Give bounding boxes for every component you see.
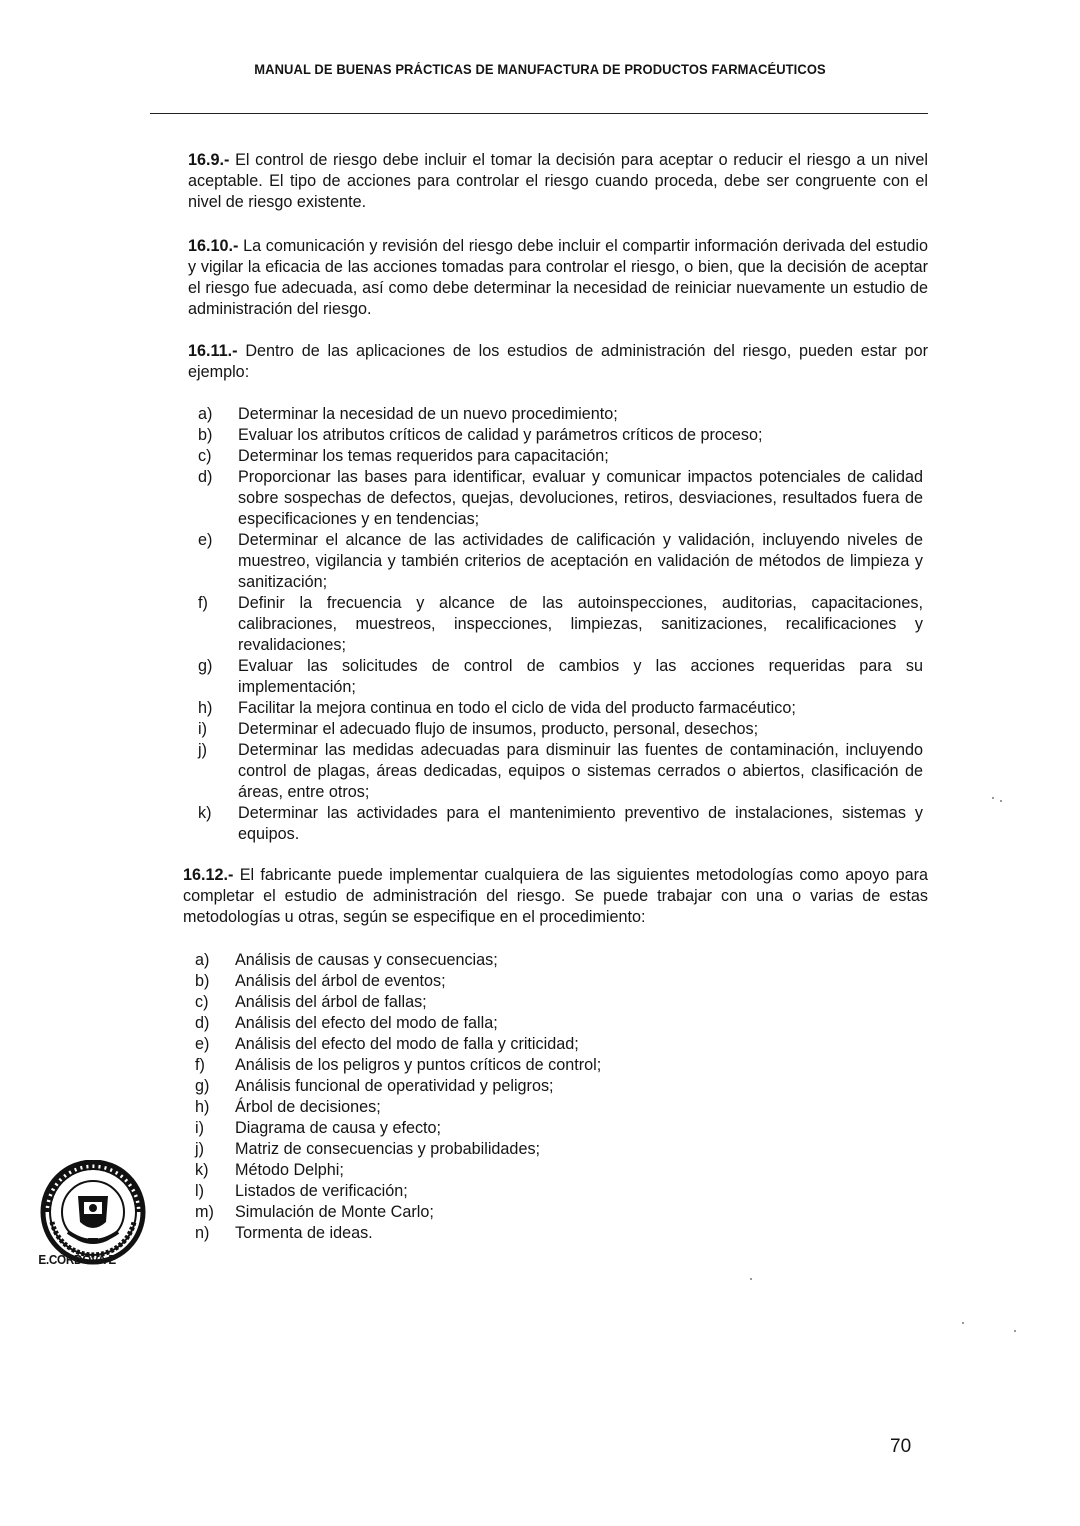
list-item [198,425,923,446]
paragraph-text: Dentro de las aplicaciones de los estudios de administración del riesgo, pueden estar por ejemplo: [188,342,928,381]
list-item [195,1076,755,1097]
list-item-label: l) [195,1182,204,1200]
list-item-label: k) [195,1161,209,1179]
list-methodologies [195,950,755,1244]
scan-speck [750,1278,752,1280]
list-item-text: Determinar los temas requeridos para capacitación; [238,447,609,465]
list-item-text: Determinar las medidas adecuadas para disminuir las fuentes de contaminación, incluyendo control de plagas, áreas dedicadas, equipos o sistemas cerrados o abiertos, clasificación de áreas, entre otros; [238,741,923,801]
list-item-label: j) [198,741,207,759]
list-item-text: Determinar el alcance de las actividades de calificación y validación, incluyendo niveles de muestreo, vigilancia y también criterios de aceptación en validación de métodos de limpieza y sanitización; [238,531,923,591]
list-item [195,992,755,1013]
list-item-label: e) [198,531,213,549]
list-item-text: Análisis del árbol de fallas; [235,993,427,1011]
list-item-text: Facilitar la mejora continua en todo el ciclo de vida del producto farmacéutico; [238,699,796,717]
list-item-text: Listados de verificación; [235,1182,408,1200]
header-divider [150,113,928,114]
list-item-text: Evaluar las solicitudes de control de cambios y las acciones requeridas para su implementación; [238,657,923,696]
list-item [198,698,923,719]
list-item [198,656,923,698]
list-applications [198,404,923,845]
list-item [195,1181,755,1202]
paragraph-text: La comunicación y revisión del riesgo debe incluir el compartir información derivada del estudio y vigilar la eficacia de las acciones tomadas para controlar el riesgo, o bien, que la decisión de aceptar el riesgo fue adecuada, así como debe determinar la necesidad de reiniciar nuevamente un estudio de administración del riesgo. [188,237,928,318]
list-item [195,1223,755,1244]
scan-speck [1000,800,1002,802]
list-item-text: Análisis del efecto del modo de falla; [235,1014,498,1032]
list-item-text: Determinar el adecuado flujo de insumos, producto, personal, desechos; [238,720,759,738]
list-item-label: d) [195,1014,210,1032]
list-item-text: Análisis del árbol de eventos; [235,972,446,990]
list-item [195,1160,755,1181]
list-item-label: i) [195,1119,204,1137]
list-item [198,404,923,425]
list-item-label: e) [195,1035,210,1053]
paragraph-16-9 [188,150,928,213]
scan-speck [992,797,994,799]
list-item-text: Determinar las actividades para el mantenimiento preventivo de instalaciones, sistemas y equipos. [238,804,923,843]
list-item-text: Determinar la necesidad de un nuevo procedimiento; [238,405,618,423]
signature-name: E.CÓRDOVA E [38,1252,116,1267]
list-item-text: Diagrama de causa y efecto; [235,1119,442,1137]
list-item [198,467,923,530]
list-item-label: b) [198,426,213,444]
list-item-label: g) [198,657,213,675]
list-item-text: Método Delphi; [235,1161,344,1179]
list-item-text: Tormenta de ideas. [235,1224,373,1242]
list-item [195,1013,755,1034]
paragraph-text: El fabricante puede implementar cualquiera de las siguientes metodologías como apoyo para completar el estudio de administración del riesgo. Se puede trabajar con una o varias de estas metodologías u otras, según se especifique en el procedimiento: [183,866,928,926]
list-item [198,530,923,593]
list-item-text: Simulación de Monte Carlo; [235,1203,434,1221]
list-item [195,1055,755,1076]
list-item-label: c) [195,993,209,1011]
list-item-label: g) [195,1077,210,1095]
list-item-text: Matriz de consecuencias y probabilidades; [235,1140,541,1158]
list-item-label: a) [195,951,210,969]
list-item [195,1139,755,1160]
list-item-label: m) [195,1203,214,1221]
list-item-text: Proporcionar las bases para identificar, evaluar y comunicar impactos potenciales de calidad sobre sospechas de defectos, quejas, devoluciones, retiros, desviaciones, resultados fuera de especificaciones y en tendencias; [238,468,923,528]
list-item [195,1034,755,1055]
list-item-text: Definir la frecuencia y alcance de las autoinspecciones, auditorias, capacitaciones, calibraciones, muestreos, inspecciones, limpiezas, sanitizaciones, recalificaciones y revalidaciones; [238,594,923,654]
page-header-title: MANUAL DE BUENAS PRÁCTICAS DE MANUFACTURA DE PRODUCTOS FARMACÉUTICOS [254,62,826,77]
scan-speck [1014,1330,1016,1332]
list-item [198,719,923,740]
paragraph-16-12 [183,865,928,928]
list-item-label: i) [198,720,207,738]
list-item-label: b) [195,972,210,990]
list-item-label: j) [195,1140,204,1158]
list-item [195,1097,755,1118]
section-number: 16.10.- [188,237,239,255]
list-item-label: c) [198,447,212,465]
list-item-text: Análisis de causas y consecuencias; [235,951,498,969]
list-item-label: f) [198,594,208,612]
list-item-text: Análisis de los peligros y puntos críticos de control; [235,1056,602,1074]
list-item [195,1118,755,1139]
list-item-text: Evaluar los atributos críticos de calidad y parámetros críticos de proceso; [238,426,763,444]
list-item-label: a) [198,405,213,423]
list-item-label: k) [198,804,212,822]
list-item-label: n) [195,1224,210,1242]
list-item-text: Análisis funcional de operatividad y peligros; [235,1077,554,1095]
list-item-label: h) [198,699,213,717]
list-item [198,446,923,467]
page-number: 70 [890,1436,912,1457]
paragraph-16-11 [188,341,928,383]
list-item-label: f) [195,1056,205,1074]
scan-speck [962,1322,964,1324]
paragraph-16-10 [188,236,928,320]
list-item-label: d) [198,468,213,486]
section-number: 16.11.- [188,342,238,360]
list-item-text: Análisis del efecto del modo de falla y criticidad; [235,1035,579,1053]
list-item [195,950,755,971]
list-item [198,740,923,803]
section-number: 16.9.- [188,151,230,169]
list-item-label: h) [195,1098,210,1116]
paragraph-text: El control de riesgo debe incluir el tomar la decisión para aceptar o reducir el riesgo a un nivel aceptable. El tipo de acciones para controlar el riesgo cuando proceda, debe ser congruente con el nivel de riesgo existente. [188,151,928,211]
list-item [198,593,923,656]
section-number: 16.12.- [183,866,234,884]
list-item [195,971,755,992]
list-item [195,1202,755,1223]
list-item-text: Árbol de decisiones; [235,1098,381,1116]
list-item [198,803,923,845]
